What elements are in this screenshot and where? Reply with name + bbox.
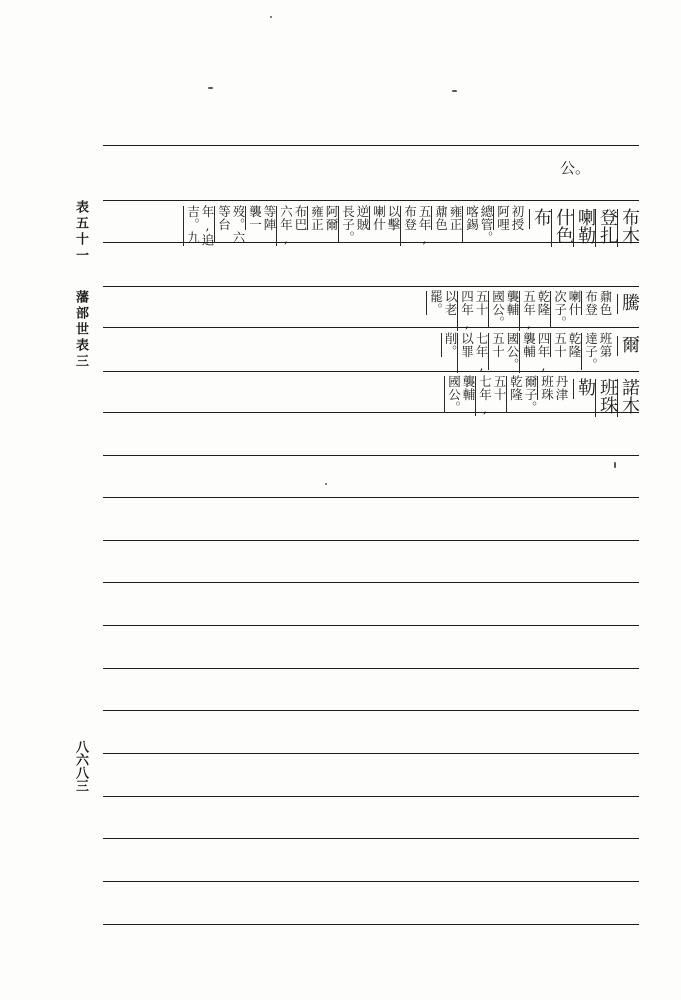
annotation-cell [245,205,275,231]
annotation-text: 五年, [521,290,537,332]
annotation-cell [550,332,580,358]
annotation-text: 襲輔 [521,332,537,358]
annotation-text: 爾子。 [523,375,538,414]
annotation-text: 乾隆 [508,375,524,401]
annotation-cell [493,205,523,231]
annotation-text: 阿爾 [324,205,339,231]
annotation-text: 等陣 [262,205,277,231]
annotation-text: 吉。九 [185,205,201,244]
annotation-column [441,332,612,374]
table-rule [103,582,639,583]
name-cell [595,208,616,248]
annotation-text: 歿。六 [231,205,246,244]
annotation-cell [581,332,611,371]
name-text: 喇勒 [575,208,596,244]
annotation-cell [441,332,457,358]
annotation-cell [506,375,536,414]
annotation-cell [457,290,487,332]
annotation-cell [276,205,306,247]
annotation-text: 以擊 [386,205,401,231]
name-text: 騰 [619,293,640,311]
speck [614,462,616,468]
margin-title: 表五十一 [73,200,88,264]
annotation-text: 達子。 [583,332,599,371]
annotation-cell [462,205,492,244]
name-text: 登扎 [597,208,618,244]
annotation-text: 布登 [583,290,599,316]
table-rule [103,796,639,797]
annotation-cell [307,205,337,231]
annotation-text: 七年, [474,332,489,374]
annotation-text: 五十 [490,332,506,358]
table-rule [103,924,639,925]
annotation-text: 鼐色 [598,290,613,316]
name-column [617,335,638,357]
annotation-cell [475,375,505,417]
annotation-text: 國公。 [490,290,506,329]
header-top-text: 公。 [560,159,591,177]
annotation-text: 布巴 [293,205,308,231]
table-rule [103,710,639,711]
table-rule [103,753,639,754]
table-rule [103,668,639,669]
annotation-column [426,290,611,332]
annotation-cell [519,332,549,374]
annotation-text: 襲輔 [461,375,476,401]
annotation-text: 丹津 [554,375,569,401]
name-text: 爾 [619,335,640,353]
name-text: 布 [531,208,552,226]
annotation-cell [183,205,213,247]
annotation-text: 罷。 [428,290,444,316]
annotation-cell [457,332,487,374]
annotation-text: 五十 [492,375,507,401]
annotation-text: 等台 [216,205,232,231]
annotation-text: 以老 [443,290,458,316]
annotation-text: 喀錫 [464,205,480,231]
table-rule [103,540,639,541]
table-rule [103,145,639,146]
speck [452,90,457,92]
annotation-column [444,375,567,417]
name-cell [617,293,638,315]
annotation-cell [338,205,368,244]
annotation-cell [537,375,567,401]
name-cell [617,208,638,248]
annotation-cell [581,290,611,316]
margin-section: 藩部世表三 [73,290,88,370]
annotation-text: 總管。 [479,205,494,244]
annotation-cell [488,332,518,371]
name-column [529,208,638,248]
table-rule [103,881,639,882]
annotation-text: 阿哩 [495,205,511,231]
annotation-text: 乾隆 [567,332,582,358]
table-rule [103,286,639,287]
annotation-text: 雍正 [448,205,463,231]
table-rule [103,625,639,626]
annotation-cell [519,290,549,332]
annotation-cell [444,375,474,414]
annotation-text: 次子。 [552,290,568,329]
annotation-text: 削。 [443,332,458,358]
annotation-cell [369,205,399,231]
name-column [617,293,638,315]
annotation-cell [550,290,580,329]
annotation-text: 布登 [402,205,418,231]
annotation-text: 五十 [552,332,568,358]
annotation-text: 逆賊 [355,205,370,231]
annotation-text: 年,追 [200,205,215,247]
annotation-cell [214,205,244,244]
speck [208,87,213,89]
table-rule [103,838,639,839]
annotation-text: 五十 [474,290,489,316]
name-text: 班珠 [597,378,618,414]
name-cell [573,208,594,248]
name-cell [573,378,594,400]
annotation-text: 初授 [510,205,525,231]
name-cell [529,208,550,230]
annotation-text: 以罪 [459,332,475,358]
name-text: 什色 [553,208,574,244]
name-column [573,378,638,418]
annotation-text: 七年, [477,375,493,417]
annotation-cell [400,205,430,247]
name-cell [551,208,572,248]
name-cell [617,335,638,357]
annotation-text: 雍正 [309,205,325,231]
annotation-text: 六年, [278,205,294,247]
annotation-cell [488,290,518,329]
annotation-text: 襲一 [247,205,263,231]
speck [325,483,327,485]
name-text: 勒 [575,378,596,396]
annotation-text: 襲輔 [505,290,520,316]
table-rule [103,455,639,456]
annotation-cell [431,205,461,231]
name-cell [595,378,616,418]
annotation-text: 喇什 [567,290,582,316]
annotation-text: 四年, [459,290,475,332]
annotation-text: 班第 [598,332,613,358]
margin-page-number: 八六八三 [73,740,88,792]
annotation-text: 四年, [536,332,551,374]
annotation-text: 鼐色 [433,205,449,231]
annotation-text: 國公。 [505,332,520,371]
annotation-text: 長子。 [340,205,356,244]
annotation-text: 五年, [417,205,432,247]
speck [270,16,272,18]
table-rule [103,497,639,498]
annotation-column [183,205,523,247]
annotation-text: 喇什 [371,205,387,231]
name-text: 諾木 [619,378,640,414]
table-rule [103,200,639,201]
annotation-text: 國公。 [446,375,462,414]
annotation-text: 乾隆 [536,290,551,316]
name-text: 布木 [619,208,640,244]
name-cell [617,378,638,418]
annotation-text: 班珠 [539,375,555,401]
annotation-cell [426,290,456,316]
